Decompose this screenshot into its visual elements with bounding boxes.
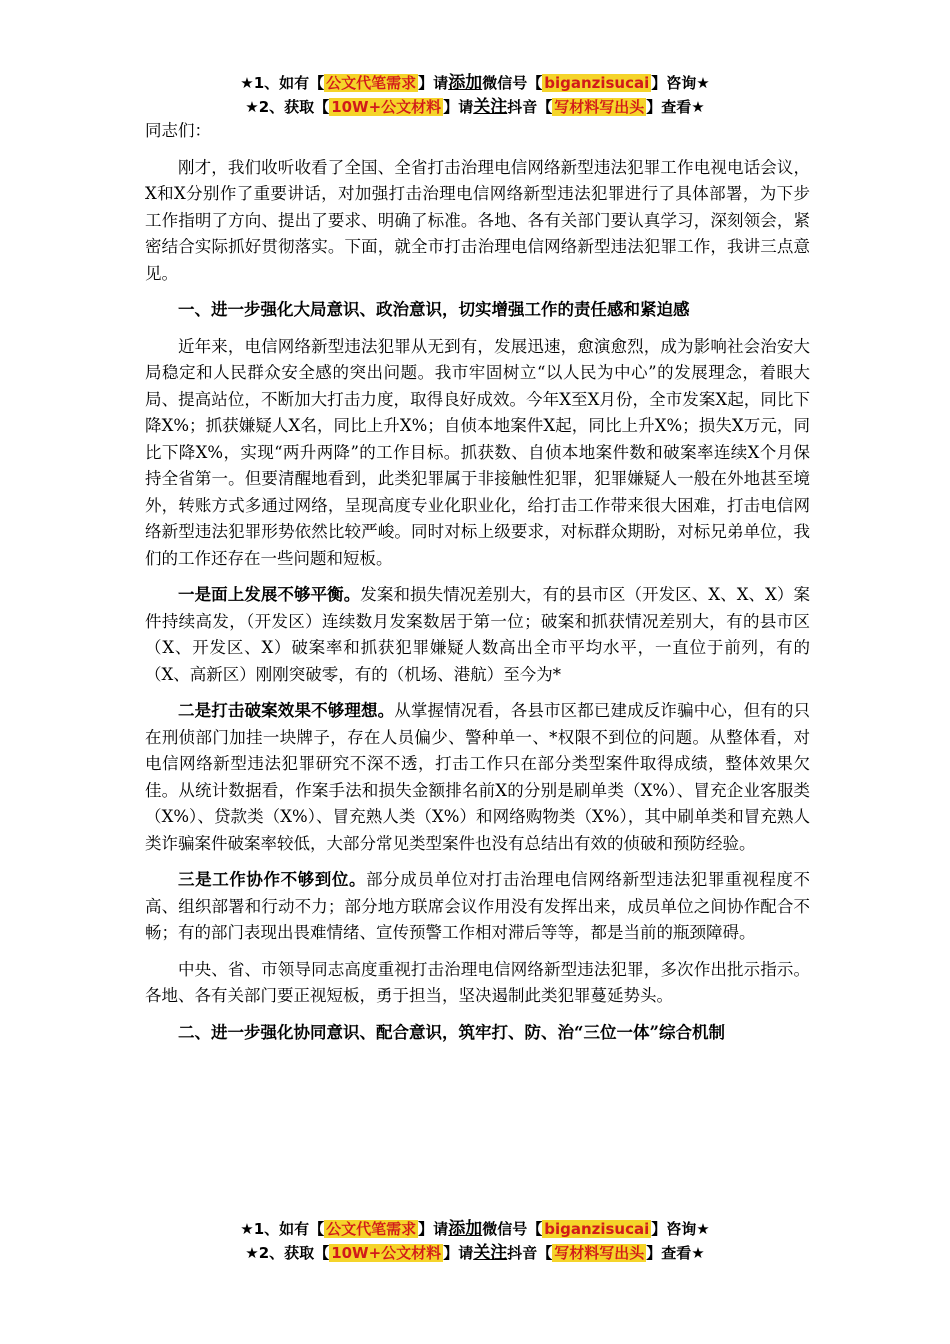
highlight-wechat-id: biganzisucai: [544, 74, 650, 92]
section-heading-2: 二、进一步强化协同意识、配合意识，筑牢打、防、治“三位一体”综合机制: [178, 1022, 725, 1042]
highlight-service: 公文代笔需求: [326, 74, 417, 92]
banner-line-2: ★2、获取【 10W+公文材料 】请关注抖音【 写材料写出头 】查看★: [245, 1243, 705, 1263]
paragraph-issue-2: 二是打击破案效果不够理想。从掌握情况看，各县市区都已建成反诈骗中心，但有的只在刑侦部门加挂一块牌子，存在人员偏少、警种单一、*权限不到位的问题。从整体看，对电信网络新型违法犯罪研究不深不透，打击工作只在部分类型案件取得成绩，整体效果欠佳。从统计数据看，作案手法和损失金额排名前X的分别是刷单类（X%）、冒充企业客服类（X%）、贷款类（X%）、冒充熟人类（X%）和网络购物类（X%），其中刷单类和冒充熟人类诈骗案件破案率较低，大部分常见类型案件也没有总结出有效的侦破和预防经验。: [145, 701, 811, 853]
document-body: [145, 118, 810, 1056]
highlight-douyin: 写材料写出头: [554, 98, 645, 116]
highlight-materials: 10W+公文材料: [331, 98, 442, 116]
paragraph-directive: 中央、省、市领导同志高度重视打击治理电信网络新型违法犯罪，多次作出批示指示。各地、各有关部门要正视短板，勇于担当，坚决遏制此类犯罪蔓延势头。: [145, 959, 810, 1005]
issue-2-title: 二是打击破案效果不够理想。: [178, 701, 395, 720]
banner-line-1: ★1、如有【 公文代笔需求 】请添加微信号【 biganzisucai 】咨询★: [240, 1219, 710, 1239]
top-banner: [0, 71, 950, 119]
salutation: 同志们：: [145, 121, 211, 140]
issue-3-title: 三是工作协作不够到位。: [178, 870, 367, 889]
paragraph-intro: 刚才，我们收听收看了全国、全省打击治理电信网络新型违法犯罪工作电视电话会议，X和X分别作了重要讲话，对加强打击治理电信网络新型违法犯罪进行了具体部署，为下步工作指明了方向、提出了要求、明确了标准。各地、各有关部门要认真学习，深刻领会，紧密结合实际抓好贯彻落实。下面，就全市打击治理电信网络新型违法犯罪工作，我讲三点意见。: [145, 157, 810, 283]
banner-line-2: ★2、获取【 10W+公文材料 】请关注抖音【 写材料写出头 】查看★: [245, 97, 705, 117]
section-heading-1: 一、进一步强化大局意识、政治意识，切实增强工作的责任感和紧迫感: [178, 300, 690, 319]
banner-line-1: ★1、如有【 公文代笔需求 】请添加微信号【 biganzisucai 】咨询★: [240, 73, 710, 93]
paragraph-issue-1: 一是面上发展不够平衡。发案和损失情况差别大，有的县市区（开发区、X、X、X）案件持续高发，（开发区）连续数月发案数居于第一位；破案和抓获情况差别大，有的县市区（X、开发区、X）破案率和抓获犯罪嫌疑人数高出全市平均水平，一直位于前列，有的（X、高新区）刚刚突破零，有的（机场、港航）至今为*: [145, 585, 810, 684]
paragraph-situation: 近年来，电信网络新型违法犯罪从无到有，发展迅速，愈演愈烈，成为影响社会治安大局稳定和人民群众安全感的突出问题。我市牢固树立“以人民为中心”的发展理念，着眼大局、提高站位，不断加大打击力度，取得良好成效。今年X至X月份，全市发案X起，同比下降X%；抓获嫌疑人X名，同比上升X%；自侦本地案件X起，同比上升X%；损失X万元，同比下降X%，实现“两升两降”的工作目标。抓获数、自侦本地案件数和破案率连续X个月保持全省第一。但要清醒地看到，此类犯罪属于非接触性犯罪，犯罪嫌疑人一般在外地甚至境外，转账方式多通过网络，呈现高度专业化职业化，给打击工作带来很大困难，打击电信网络新型违法犯罪形势依然比较严峻。同时对标上级要求，对标群众期盼，对标兄弟单位，我们的工作还存在一些问题和短板。: [145, 336, 810, 568]
bottom-banner: [0, 1217, 950, 1265]
highlight-service: 公文代笔需求: [326, 1220, 417, 1238]
issue-1-title: 一是面上发展不够平衡。: [178, 585, 361, 604]
paragraph-issue-3: 三是工作协作不够到位。部分成员单位对打击治理电信网络新型违法犯罪重视程度不高、组织部署和行动不力；部分地方联席会议作用没有发挥出来，成员单位之间协作配合不畅；有的部门表现出畏难情绪、宣传预警工作相对滞后等等，都是当前的瓶颈障碍。: [145, 870, 811, 942]
highlight-douyin: 写材料写出头: [554, 1244, 645, 1262]
highlight-wechat-id: biganzisucai: [544, 1220, 650, 1238]
highlight-materials: 10W+公文材料: [331, 1244, 442, 1262]
